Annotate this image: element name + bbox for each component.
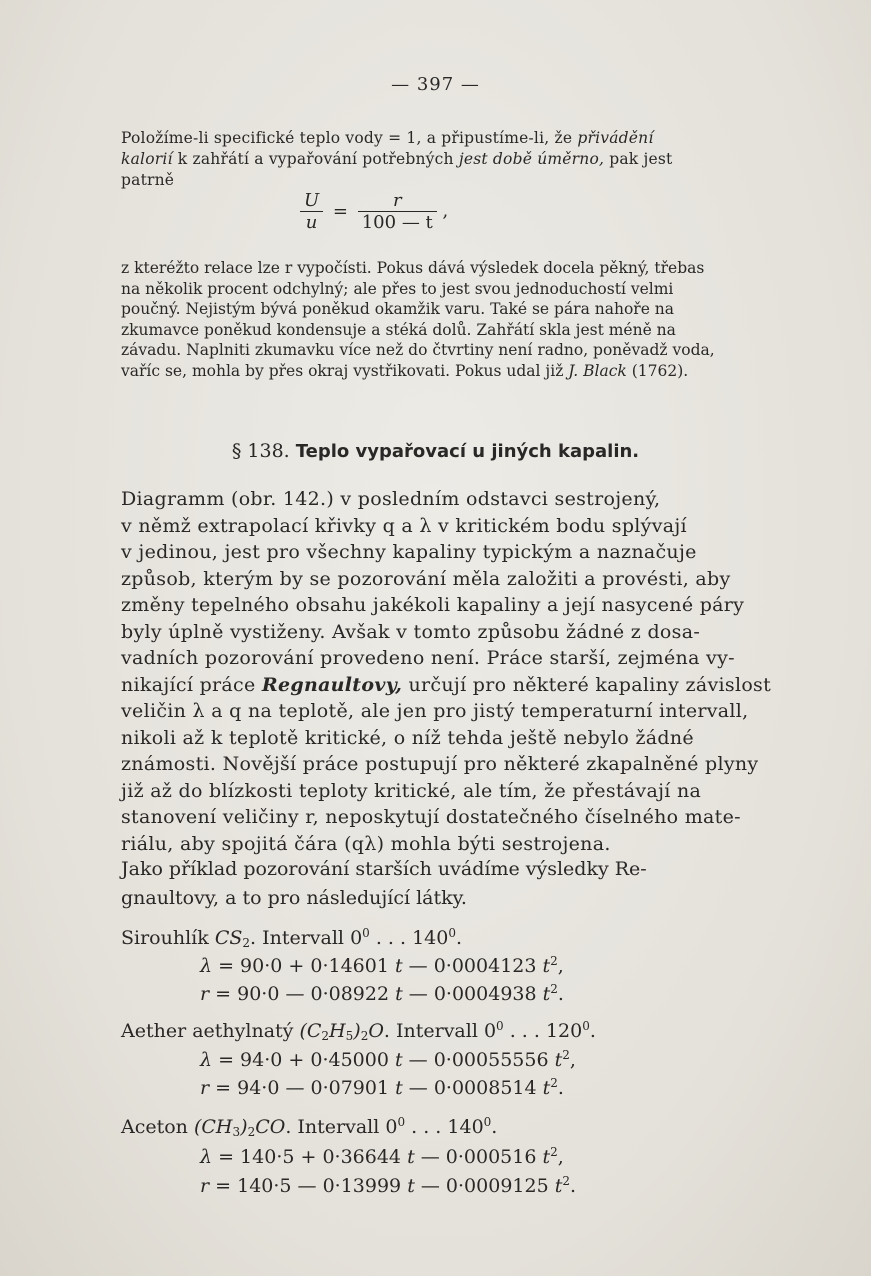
text-line: závadu. Naplniti zkumavku více než do čtvrtiny není radno, poněvadž voda, — [121, 341, 715, 359]
section-heading — [0, 440, 871, 462]
text-line: zkumavce poněkud kondensuje a stéká dolů. Zahřátí skla jest méně na — [121, 320, 676, 339]
text-line: nikoli až k teplotě kritické, o níž tehda ještě nebylo žádné — [121, 726, 694, 749]
text-line: v němž extrapolací křivky q a λ v kritickém bodu splývají — [121, 514, 687, 537]
text-line: změny tepelného obsahu jakékoli kapaliny a její nasycené páry — [121, 594, 745, 616]
text-line: známosti. Novější práce postupují pro některé zkapalněné plyny — [121, 753, 759, 775]
substance-header: Aceton $(CH_3)_2CO$. Intervall $0^0$ . . . $140^0$. — [121, 1115, 498, 1139]
text-line: v jedinou, jest pro všechny kapaliny typickým a naznačuje — [121, 541, 697, 563]
text-line: Položíme-li specifické teplo vody = 1, a připustíme-li, že přivádění — [121, 129, 654, 147]
text-line: nikající práce Regnaultovy, určují pro některé kapaliny závislost — [121, 673, 772, 696]
substance-header: Aether aethylnatý $(C_2H_5)_2O$. Intervall $0^0$ . . . $120^0$. — [121, 1019, 596, 1043]
text-line: Diagramm (obr. 142.) v posledním odstavci sestrojený, — [121, 488, 661, 510]
lambda-formula: λ = 90·0 + 0·14601 t — 0·0004123 $t^2$, — [200, 954, 564, 977]
ratio-equation: $\frac{U}{u}$ = $\frac{r}{100 — t}$ , — [300, 190, 448, 233]
text-line: kalorií k zahřátí a vypařování potřebných jest době úměrno, pak jest — [121, 150, 673, 168]
text-line: gnaultovy, a to pro následující látky. — [121, 887, 467, 909]
example-intro-paragraph — [121, 855, 725, 913]
r-formula: r = 140·5 — 0·13999 t — 0·0009125 $t^2$. — [200, 1174, 577, 1197]
intro-paragraph — [121, 128, 725, 191]
text-line: na několik procent odchylný; ale přes to jest svou jednoduchostí velmi — [121, 279, 674, 298]
fraction-lhs: $\frac{U}{u}$ — [300, 190, 323, 233]
text-line: veličin λ a q na teplotě, ale jen pro jistý temperaturní intervall, — [121, 700, 749, 722]
experiment-paragraph — [121, 258, 725, 381]
substance-header: Sirouhlík $CS_2$. Intervall $0^0$ . . . $140^0$. — [121, 926, 463, 950]
diagram-paragraph — [121, 486, 772, 857]
text-line: vadních pozorování provedeno není. Práce starší, zejména vy- — [121, 647, 735, 669]
text-line: již až do blízkosti teploty kritické, ale tím, že přestávají na — [121, 779, 702, 802]
r-formula: r = 94·0 — 0·07901 t — 0·0008514 $t^2$. — [200, 1076, 564, 1099]
text-line: riálu, aby spojitá čára (qλ) mohla býti sestrojena. — [121, 832, 611, 855]
page-number: — 397 — — [391, 74, 480, 95]
text-line: z kteréžto relace lze r vypočísti. Pokus dává výsledek docela pěkný, třebas — [121, 259, 705, 277]
text-line: poučný. Nejistým bývá poněkud okamžik varu. Také se pára nahoře na — [121, 300, 675, 318]
text-line: byly úplně vystiženy. Avšak v tomto způsobu žádné z dosa- — [121, 620, 701, 643]
fraction-rhs: $\frac{r}{100 — t}$ — [358, 190, 437, 233]
text-line: patrně — [121, 171, 175, 189]
section-title: Teplo vypařovací u jiných kapalin. — [295, 441, 640, 462]
lambda-formula: λ = 94·0 + 0·45000 t — 0·00055556 $t^2$, — [200, 1048, 576, 1071]
section-number: § 138. — [231, 440, 290, 462]
lambda-formula: λ = 140·5 + 0·36644 t — 0·000516 $t^2$, — [200, 1145, 564, 1168]
text-line: vaříc se, mohla by přes okraj vystřikovati. Pokus udal již J. Black (1762). — [121, 361, 689, 380]
text-line: stanovení veličiny r, neposkytují dostatečného číselného mate- — [121, 806, 741, 828]
text-line: Jako příklad pozorování starších uvádíme výsledky Re- — [121, 858, 647, 880]
text-line: způsob, kterým by se pozorování měla založiti a provésti, aby — [121, 567, 731, 590]
r-formula: r = 90·0 — 0·08922 t — 0·0004938 $t^2$. — [200, 982, 564, 1005]
